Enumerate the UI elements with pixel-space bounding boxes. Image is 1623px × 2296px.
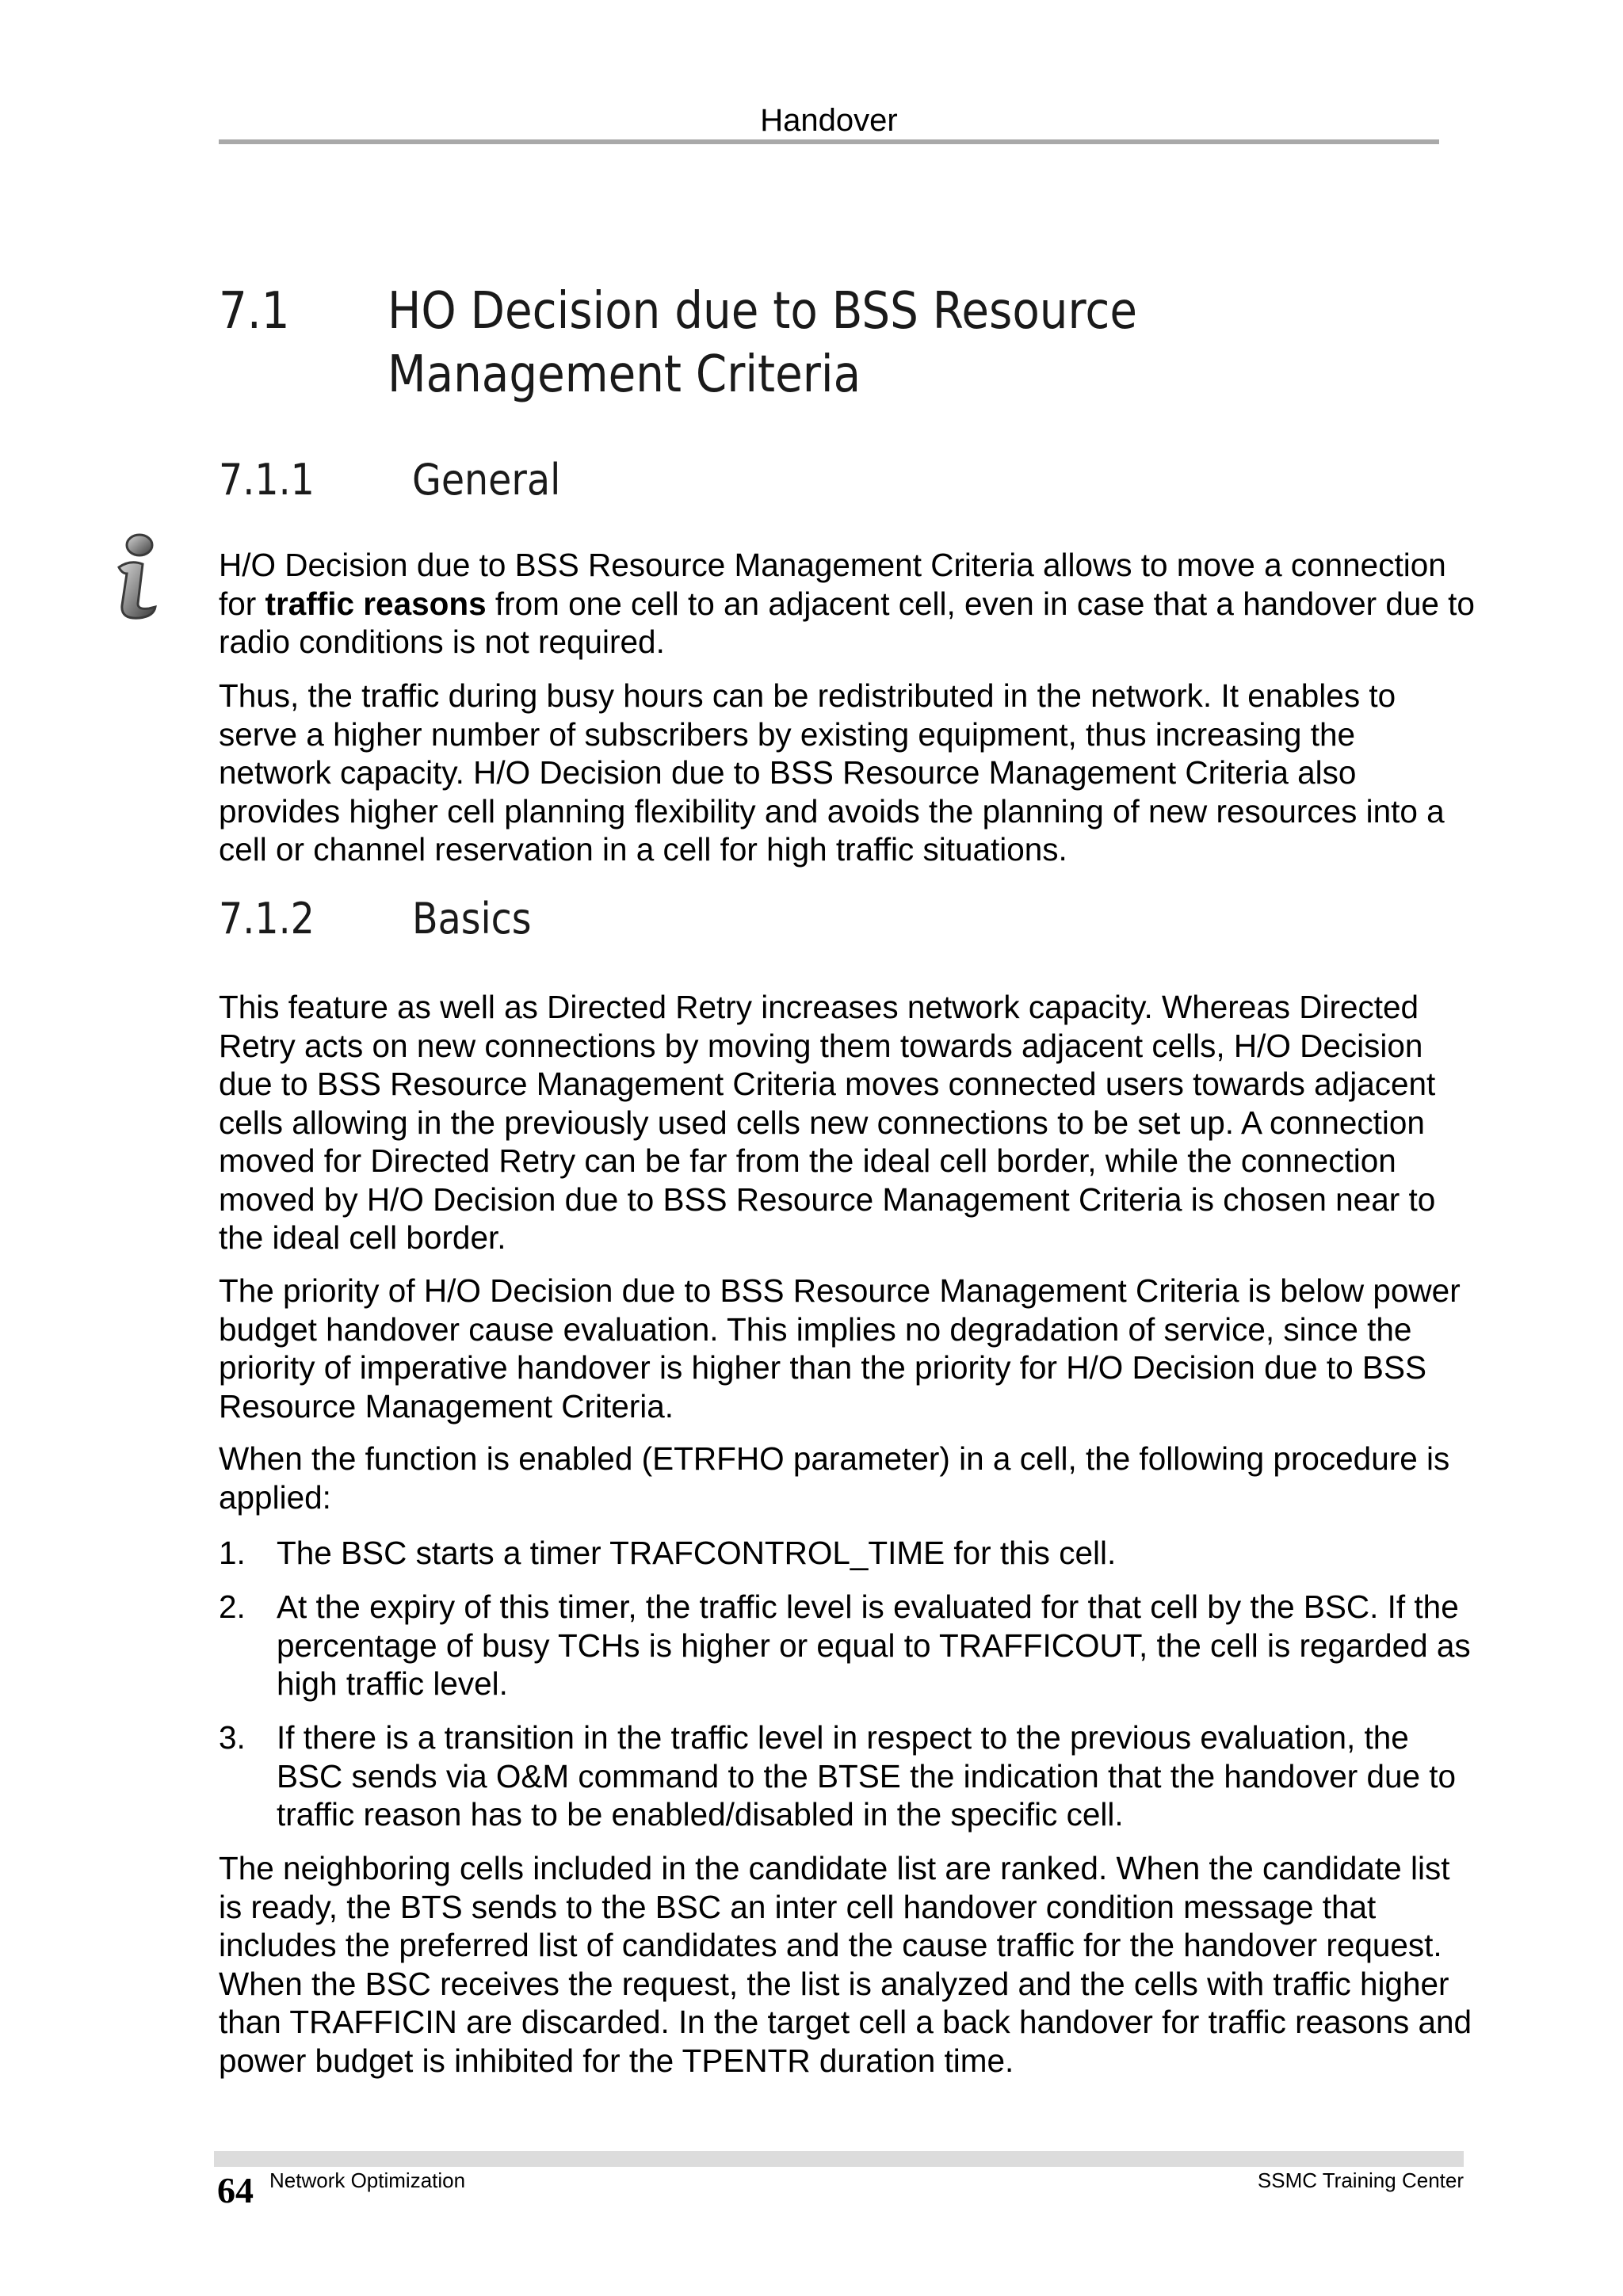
footer-right-text: SSMC Training Center <box>1257 2168 1464 2192</box>
traffic-reasons-emphasis: traffic reasons <box>265 585 487 622</box>
footer-rule <box>214 2151 1464 2167</box>
running-header-title: Handover <box>760 103 898 138</box>
subsection-basics-title: Basics <box>412 894 532 944</box>
footer-left-text: Network Optimization <box>269 2168 466 2192</box>
page-number: 64 <box>217 2170 254 2210</box>
basics-paragraph-2: The priority of H/O Decision due to BSS Resource Management Criteria is below power budget handover cause evaluation. This implies no degradation of service, since the priority of imperative handover is higher than the priority for H/O Decision due to BSS Resource Management Criteria. <box>219 1272 1461 1425</box>
subsection-basics-number: 7.1.2 <box>219 894 315 944</box>
basics-paragraph-1: This feature as well as Directed Retry increases network capacity. Whereas Directed Retry acts on new connections by moving them towards adjacent cells, H/O Decision due to BSS Resource Management Criteria moves connected users towards adjacent cells allowing in the previously used cells new connections to be set up. A connection moved for Directed Retry can be far from the ideal cell border, while the connection moved by H/O Decision due to BSS Resource Management Criteria is chosen near to the ideal cell border. <box>219 989 1436 1256</box>
step-number: 3. <box>219 1719 246 1756</box>
section-title-line1: HO Decision due to BSS Resource <box>388 282 1138 341</box>
running-header <box>219 101 1439 144</box>
step-number: 2. <box>219 1589 246 1625</box>
info-icon <box>106 532 168 621</box>
basics-paragraph-4: The neighboring cells included in the candidate list are ranked. When the candidate list is ready, the BTS sends to the BSC an inter cell handover condition message that includes the preferred list of candidates and the cause traffic for the handover request. When the BSC receives the request, the list is analyzed and the cells with traffic higher than TRAFFICIN are discarded. In the target cell a back handover for traffic reasons and power budget is inhibited for the TPENTR duration time. <box>219 1850 1472 2079</box>
step-text: If there is a transition in the traffic level in respect to the previous evaluation, the BSC sends via O&M command to the BTSE the indication that the handover due to traffic reason has to be enabled/disabled in the specific cell. <box>277 1719 1457 1833</box>
step-text: At the expiry of this timer, the traffic level is evaluated for that cell by the BSC. If the percentage of busy TCHs is higher or equal to TRAFFICOUT, the cell is regarded as high traffic level. <box>277 1589 1471 1702</box>
basics-paragraph-3: When the function is enabled (ETRFHO parameter) in a cell, the following procedure is applied: <box>219 1440 1450 1516</box>
section-number: 7.1 <box>219 282 290 341</box>
section-title-line2: Management Criteria <box>388 345 861 404</box>
subsection-general-title: General <box>412 455 561 505</box>
general-paragraph-2: Thus, the traffic during busy hours can be redistributed in the network. It enables to serve a higher number of subscribers by existing equipment, thus increasing the network capacity. H/O Decision due to BSS Resource Management Criteria also provides higher cell planning flexibility and avoids the planning of new resources into a cell or channel reservation in a cell for high traffic situations. <box>219 677 1445 868</box>
general-paragraph-1: H/O Decision due to BSS Resource Management Criteria allows to move a connection for traffic reasons from one cell to an adjacent cell, even in case that a handover due to radio conditions is not required. <box>219 547 1475 660</box>
step-text: The BSC starts a timer TRAFCONTROL_TIME for this cell. <box>277 1535 1117 1571</box>
step-number: 1. <box>219 1535 246 1571</box>
subsection-general-number: 7.1.1 <box>219 455 315 505</box>
